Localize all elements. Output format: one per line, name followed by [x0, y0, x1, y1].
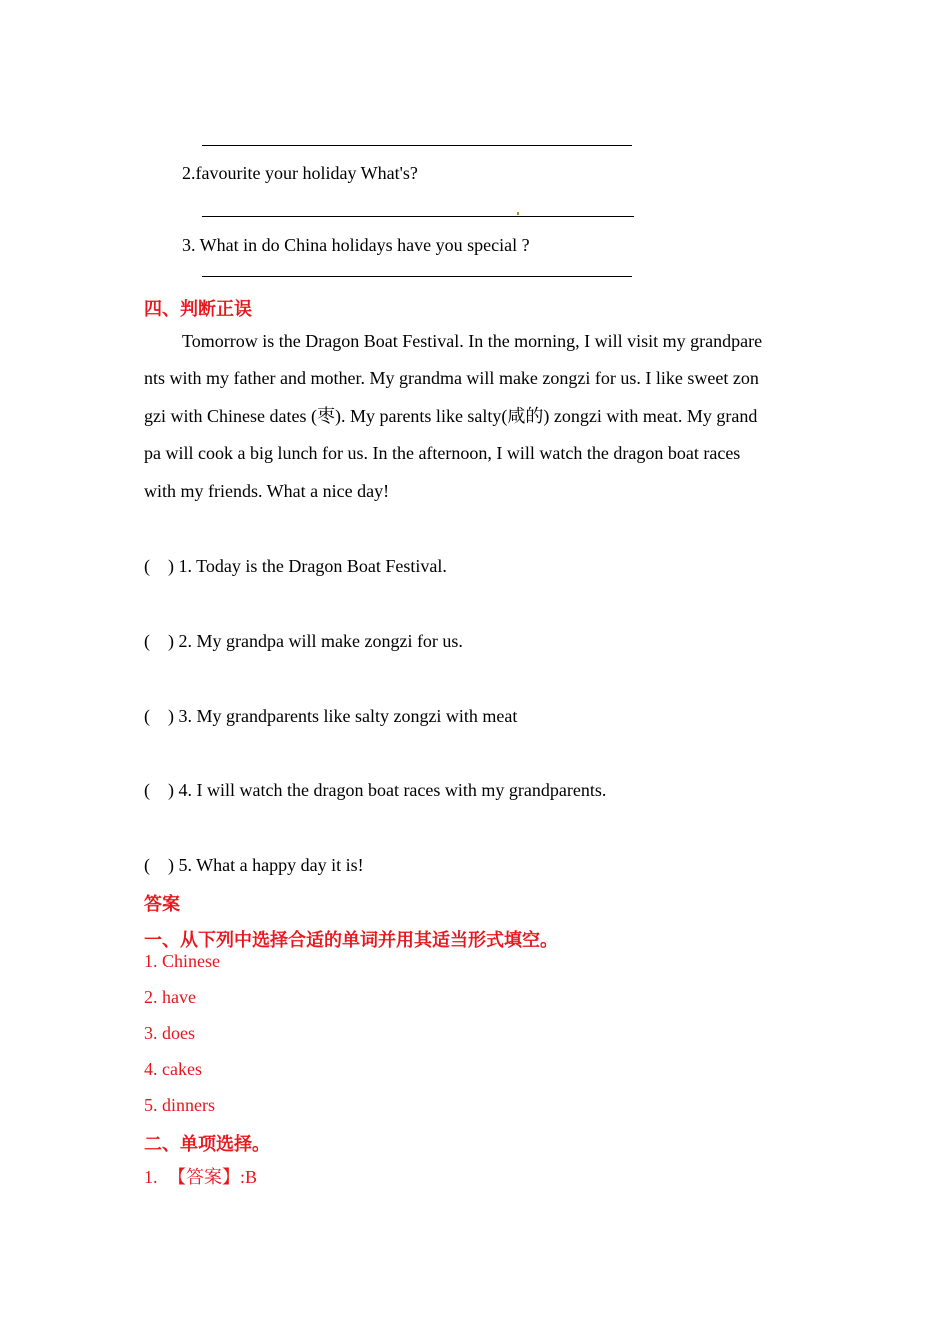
passage-line: nts with my father and mother. My grandma will make zongzi for us. I like sweet zon — [144, 368, 759, 389]
answer-number: 1. — [144, 1167, 158, 1187]
reading-passage — [144, 323, 804, 510]
answer-paren-close: ) — [168, 780, 174, 800]
answer-value: :B — [240, 1167, 258, 1187]
answer-paren-open[interactable]: ( — [144, 631, 150, 651]
answer-item — [144, 1166, 257, 1189]
answers-part1-heading: 一、从下列中选择合适的单词并用其适当形式填空。 — [144, 930, 558, 951]
tf-question — [144, 555, 447, 577]
answer-blank-line — [202, 276, 632, 277]
answer-paren-open[interactable]: ( — [144, 706, 150, 726]
section-heading: 四、判断正误 — [144, 299, 252, 320]
tf-question — [144, 779, 606, 801]
question-text: 2. My grandpa will make zongzi for us. — [178, 631, 463, 651]
tf-question — [144, 854, 364, 876]
answer-blank-line — [202, 216, 634, 217]
question-text: 1. Today is the Dragon Boat Festival. — [178, 556, 447, 576]
question-text: 3. My grandparents like salty zongzi with meat — [178, 706, 518, 726]
passage-line: pa will cook a big lunch for us. In the afternoon, I will watch the dragon boat races — [144, 443, 741, 464]
answer-paren-close: ) — [168, 706, 174, 726]
answer-paren-open[interactable]: ( — [144, 780, 150, 800]
answer-paren-close: ) — [168, 855, 174, 875]
answer-item: 4. cakes — [144, 1059, 202, 1079]
answers-part2-heading: 二、单项选择。 — [144, 1134, 270, 1155]
answer-blank-line — [202, 145, 632, 146]
passage-line: Tomorrow is the Dragon Boat Festival. In the morning, I will visit my grandpare — [182, 331, 763, 351]
rearrange-item: 3. What in do China holidays have you special ? — [182, 235, 530, 255]
passage-line: with my friends. What a nice day! — [144, 480, 390, 501]
answer-paren-close: ) — [168, 631, 174, 651]
rearrange-item: 2.favourite your holiday What's? — [182, 163, 418, 183]
mark-dot — [517, 212, 519, 215]
tf-question — [144, 705, 517, 727]
answer-item: 2. have — [144, 987, 196, 1007]
answer-paren-open[interactable]: ( — [144, 855, 150, 875]
question-text: 4. I will watch the dragon boat races with my grandparents. — [178, 780, 607, 800]
answer-item: 5. dinners — [144, 1095, 215, 1115]
passage-line: gzi with Chinese dates (枣). My parents like salty(咸的) zongzi with meat. My grand — [144, 405, 758, 426]
answer-item: 1. Chinese — [144, 951, 220, 971]
answers-title: 答案 — [144, 894, 180, 915]
answer-label: 【答案】 — [168, 1167, 240, 1188]
answer-paren-open[interactable]: ( — [144, 556, 150, 576]
answer-item: 3. does — [144, 1023, 195, 1043]
tf-question — [144, 630, 463, 652]
answer-paren-close: ) — [168, 556, 174, 576]
question-text: 5. What a happy day it is! — [178, 855, 364, 875]
